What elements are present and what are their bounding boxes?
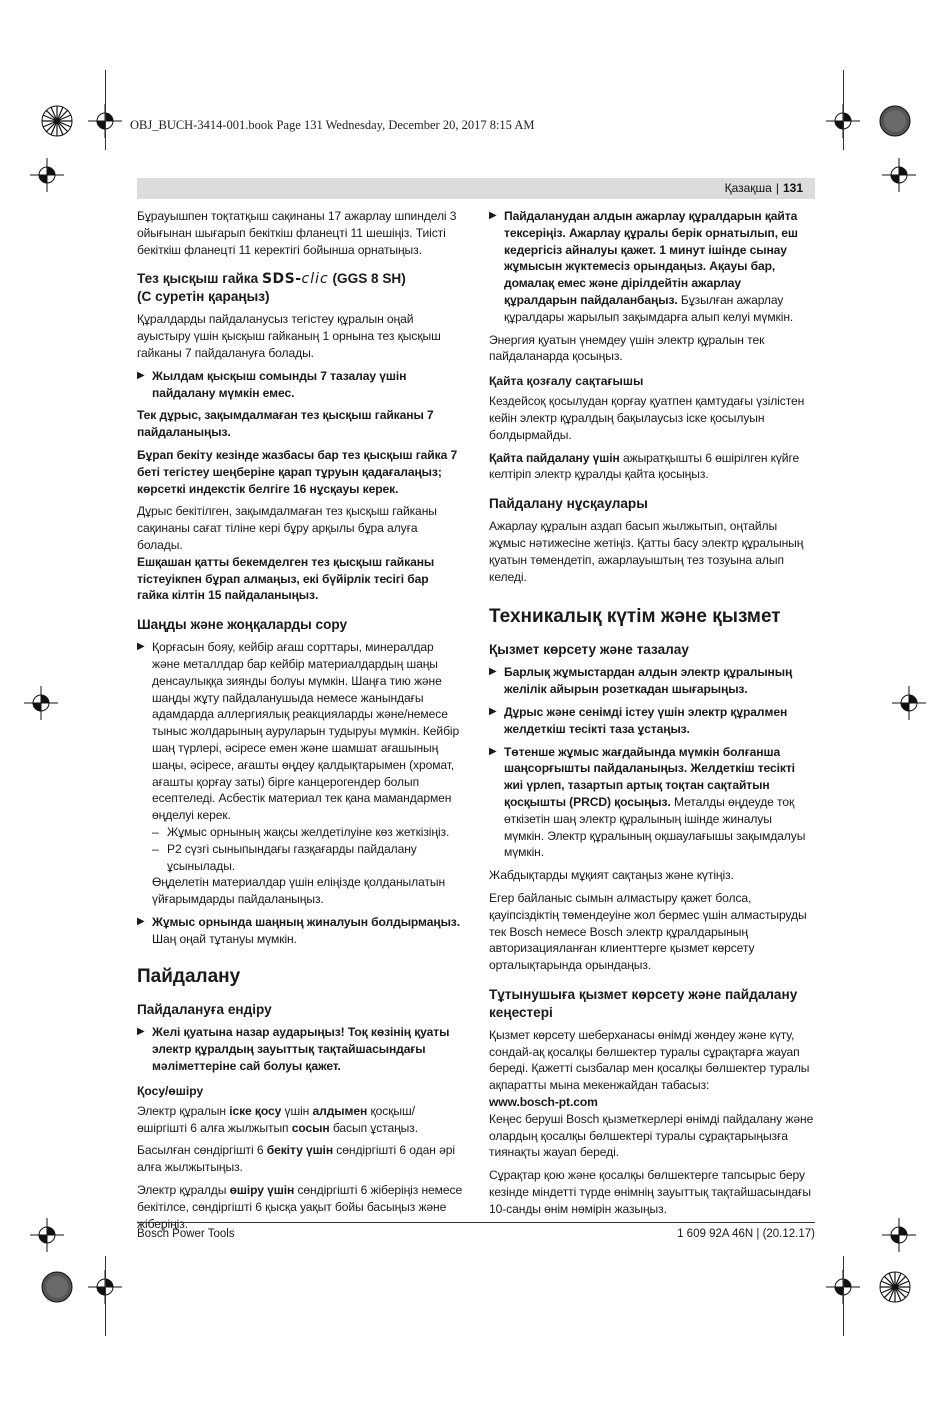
crop-line (105, 70, 106, 150)
footer-doc-number: 1 609 92A 46N | (20.12.17) (677, 1228, 815, 1240)
bullet-text: Дұрыс және сенімді істеу үшін электр құралмен желдеткіш тесікті таза ұстаңыз. (504, 704, 788, 736)
bullet-text: Желі қуатына назар аударыңыз! Тоқ көзінің қуаты электр құралдың зауыттық тақтайшасындағы мәліметтеріне сай болуы қажет. (152, 1025, 450, 1074)
paragraph: Қызмет көрсету шеберханасы өнімді жөндеу және күту, сондай-ақ қосалқы бөлшектер туралы сұрақтарға жауап береді. Қажетті сызбалар мен қосалқы бөлшектер туралы ақпаратты мына мекенжайдан табасыз: (489, 1027, 810, 1093)
paragraph: Энергия қуатын үнемдеу үшін электр құралын тек пайдаланарда қосыңыз. (489, 332, 765, 364)
heading-text: (GGS 8 SH) (332, 271, 406, 287)
dash-text: P2 сүзгі сыныпындағы газқағарды пайдалану ұсынылады. (167, 841, 417, 873)
header-language: Қазақша (724, 181, 772, 195)
crosshair-mark-side-right-top (882, 158, 916, 192)
paragraph: Құралдарды пайдаланусыз тегістеу құралын оңай ауыстыру үшін қысқыш гайканың 1 орнына тез қысқыш гайканы 7 пайдалануға болады. (137, 312, 441, 360)
paragraph (489, 450, 815, 484)
bullet-item (137, 368, 463, 402)
text: Басылған сөндіргішті 6 (137, 1143, 267, 1158)
paragraph: Кездейсоқ қосылудан қорғау қуатпен қамтудағы үзілістен кейін электр құралдың бақылаусыз іске қосылуын болдырмайды. (489, 394, 805, 442)
bullet-icon: ▶ (137, 915, 145, 927)
crosshair-mark-side-left-bottom (30, 1218, 64, 1252)
bullet-icon: ▶ (137, 1026, 145, 1038)
text: басып ұстаңыз. (329, 1120, 418, 1135)
bullet-text: Бұзылған ажарлау құралдары жарылып зақымдарға алып келуі мүмкін. (504, 292, 794, 324)
text-bold: іске қосу (229, 1103, 282, 1118)
crosshair-mark-side-right-bottom (882, 1218, 916, 1252)
text: үшін (281, 1103, 313, 1118)
paragraph (137, 1103, 463, 1137)
bullet-item (489, 664, 815, 698)
paragraph: Егер байланыс сымын алмастыру қажет болса, қауіпсіздіктің төмендеуіне жол бермес үшін алмастыруды тек Bosch немесе Bosch электр құралдарының авторизацияланған клиенттерге қызмет көрсету орталықтарында орындаңыз. (489, 890, 807, 973)
gray-target-bottom-left (40, 1270, 74, 1304)
registration-mark-top-left (40, 104, 74, 138)
dash-item (137, 824, 463, 841)
paragraph (137, 503, 463, 553)
text: Электр құралын (137, 1103, 230, 1118)
section-heading-customer-service: Тұтынушыға қызмет көрсету және пайдалану кеңестері (489, 986, 798, 1020)
bullet-icon: ▶ (137, 369, 145, 381)
left-column (137, 208, 463, 1238)
bullet-icon: ▶ (489, 210, 497, 221)
bullet-item (137, 914, 463, 948)
text: сөндіргішті 6 одан әрі алға жылжытыңыз. (137, 1143, 455, 1175)
paragraph: Жабдықтарды мұқият сақтаңыз және күтіңіз. (489, 868, 734, 883)
text-bold: бекіту үшін (266, 1143, 334, 1158)
text-bold: өшіру үшін (229, 1183, 295, 1198)
section-heading-service: Қызмет көрсету және тазалау (489, 642, 689, 658)
subheading-restart: Қайта қозғалу сақтағышы (489, 374, 644, 389)
paragraph-text: Дұрыс бекітілген, зақымдалмаған тез қысқыш гайканы сақинаны сағат тіліне кері бұру арқылы бұра алуға болады. (137, 504, 437, 552)
heading-text: (С суретін қараңыз) (137, 289, 270, 305)
section-heading-dust: Шаңды және жоңқаларды сору (137, 617, 348, 633)
section-heading-quick-nut (137, 270, 463, 306)
gray-target-top-right (878, 104, 912, 138)
text-bold: сосын (291, 1120, 330, 1135)
paragraph: Сұрақтар қою және қосалқы бөлшектерге тапсырыс беру кезінде міндетті түрде өнімнің зауыттық тақтайшасындағы 10-санды өнім нөмірін жазыңыз. (489, 1168, 811, 1216)
text: Электр құралды (137, 1183, 230, 1198)
crosshair-mark-side-right-mid (892, 686, 926, 720)
text: қосқыш/өшіргішті 6 алға жылжытып (137, 1103, 415, 1135)
header-text (725, 181, 803, 195)
bullet-text: Жылдам қысқыш сомынды 7 тазалау үшін пайдалану мүмкін емес. (152, 368, 407, 400)
section-heading-instructions: Пайдалану нұсқаулары (489, 496, 648, 512)
bullet-text: Шаң оңай тұтануы мүмкін. (152, 931, 297, 946)
dash-item (137, 841, 463, 875)
chapter-heading-use: Пайдалану (137, 966, 241, 988)
chapter-heading-maintenance: Техникалық күтім және қызмет (489, 606, 781, 628)
bullet-text: Металды өңдеуде тоқ өткізетін шаң электр құралының ішінде жиналуы мүмкін. Электр құралының оқшаулағышы зақымдалуы мүмкін. (504, 794, 806, 860)
dash-icon: – (152, 824, 159, 839)
text: сөндіргішті 6 жіберіңіз немесе бекітілсе, сөндіргішті 6 қысқа уақыт бойы басыңыз және жіберіңіз. (137, 1183, 463, 1231)
logo-text: clic (301, 271, 329, 288)
subheading-onoff: Қосу/өшіру (137, 1083, 204, 1098)
crosshair-mark-side-left-top (30, 158, 64, 192)
bullet-icon: ▶ (489, 745, 497, 757)
page-number: 131 (782, 181, 803, 195)
paragraph-bold: Бұрап бекіту кезінде жазбасы бар тез қысқыш гайка 7 беті тегістеу шеңберіне қарап тұруын қадағалаңыз; көрсеткі индекстік белгіге 16 нұсқауы керек. (137, 447, 458, 496)
header-separator: | (775, 181, 779, 195)
paragraph: Ажарлау құралын аздап басып жылжытып, оңтайлы жұмыс нәтижесіне жетіңіз. Қатты басу электр құралының қуатын төмендетіп, ажарлауыштың тез тозуына алып келеді. (489, 519, 804, 584)
running-header (137, 178, 815, 199)
bullet-icon: ▶ (137, 641, 145, 653)
bullet-item (489, 704, 815, 738)
section-heading-start: Пайдалануға ендіру (137, 1002, 272, 1018)
text-bold: алдымен (312, 1103, 368, 1118)
crosshair-mark-side-left-mid (24, 686, 58, 720)
bullet-text-bold: Жұмыс орнында шаңның жиналуын болдырмаңыз. (152, 914, 460, 929)
heading-text: Тез қысқыш гайка (137, 271, 259, 287)
bullet-item (489, 208, 815, 326)
paragraph-bold: Ешқашан қатты бекемделген тез қысқыш гайканы тістеуікпен бұрап алмаңыз, екі бүйірлік тесігі бар гайка кілтін 15 пайдаланыңыз. (137, 554, 435, 603)
paragraph-bold: Тек дұрыс, зақымдалмаған тез қысқыш гайканы 7 пайдаланыңыз. (137, 408, 434, 440)
crop-line (843, 70, 844, 150)
footer-brand: Bosch Power Tools (137, 1228, 235, 1240)
bullet-item (489, 744, 815, 862)
registration-mark-bottom-right (878, 1270, 912, 1304)
bullet-item (137, 1024, 463, 1074)
bullet-text: Қорғасын бояу, кейбір ағаш сорттары, минералдар және металлдар бар кейбір материалдардың шаңы денсаулыққа зиянды болуы мүмкін. Шаңға тию және шаңды жұту пайдаланушыда немесе жанындағы адамдарда аллергиялық реакцияларды және/немесе тыныс жолдарының ауруларын тудыруы мүмкін. Кейбір шаң түрлері, әсіресе емен және шамшат ағашының шаңы, әсіресе, ағашты өңдеу қалдықтарымен (хромат, ағашты қорғау заты) бірге канцерогендер болып есептеледі. Асбестік материал тек қана мамандармен өңделуі керек. (152, 640, 460, 823)
paragraph (137, 1182, 463, 1232)
bullet-icon: ▶ (489, 666, 497, 678)
logo-text: SDS- (261, 271, 302, 288)
paragraph (137, 1142, 463, 1176)
text: ажыратқышты 6 өшірілген күйге келтіріп электр құралды қайта қосыңыз. (489, 450, 800, 482)
paragraph: Өңделетін материалдар үшін еліңізде қолданылатын үйғарымдарды пайдаланыңыз. (152, 875, 446, 907)
bullet-text-bold: Төтенше жұмыс жағдайында мүмкін болғанша шаңсорғышты пайдаланыңыз. Желдеткіш тесікті жиі үрлеп, тазартып артық тоқтан сақтайтын қосқышты (PRCD) қосыңыз. (504, 744, 795, 809)
footer-rule (137, 1222, 815, 1223)
text-bold: Қайта пайдалану үшін (489, 450, 620, 465)
crop-line (843, 1256, 844, 1336)
bullet-item (137, 639, 463, 824)
crop-line (105, 1256, 106, 1336)
bullet-icon: ▶ (489, 705, 497, 717)
paragraph: Бұрауышпен тоқтатқыш сақинаны 17 ажарлау шпинделі 3 ойығынан шығарып бекіткіш фланецті 11 шешіңіз. Тиісті бекіткіш фланецті 11 керектігі бойынша орнатыңыз. (137, 209, 457, 257)
print-slug: OBJ_BUCH-3414-001.book Page 131 Wednesday, December 20, 2017 8:15 AM (130, 118, 535, 132)
paragraph: Кеңес беруші Bosch қызметкерлері өнімді пайдалану және олардың қосалқы бөлшектері туралы сұрақтарыңызға тиянақты жауап береді. (489, 1111, 814, 1160)
sds-clic-logo (262, 271, 329, 287)
dash-text: Жұмыс орнының жақсы желдетілуіне көз жеткізіңіз. (167, 824, 450, 839)
bullet-text-bold: Пайдаланудан алдын ажарлау құралдарын қайта тексеріңіз. Ажарлау құралы берік орнатылып, еш кедергісіз айналуы қажет. 1 минут ішінде сынау жұмысын жүктемесіз орындаңыз. Ақауы бар, домалақ емес және дірілдейтін ажарлау құралдарын пайдаланбаңыз. (504, 209, 798, 307)
service-url-link[interactable]: www.bosch-pt.com (489, 1095, 598, 1110)
dash-icon: – (152, 841, 159, 856)
right-column (489, 208, 815, 1224)
bullet-text: Барлық жұмыстардан алдын электр құралының желілік айырын розеткадан шығарыңыз. (504, 665, 793, 697)
